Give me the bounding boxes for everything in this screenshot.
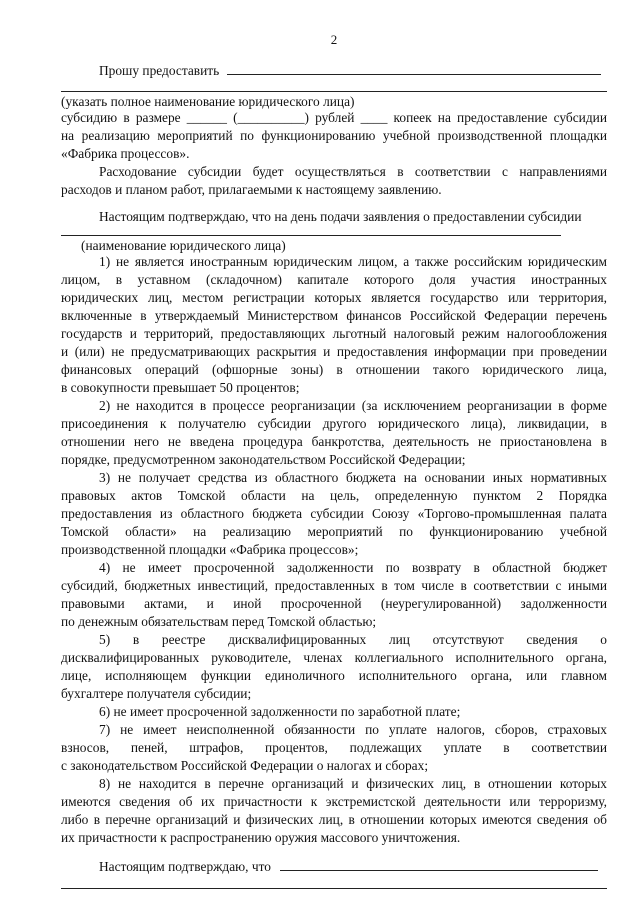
final-confirm-second-line[interactable]: [61, 888, 607, 889]
item-2-line: отношении него не введена процедура банкротства, деятельность не приостановлена в: [61, 434, 607, 449]
item-1-line: финансовых операций (офшорные зоны) в отношении такого юридического лица,: [61, 362, 607, 377]
item-4-line: субсидий, бюджетных инвестиций, предоставленных в том числе в соответствии с иными: [61, 578, 607, 593]
final-confirm-field[interactable]: [280, 870, 598, 871]
page-number: 2: [330, 32, 338, 47]
item-5-line: дисквалифицированных руководителе, членах коллегиального исполнительного органа,: [61, 650, 607, 665]
subsidy-amount-line-2: на реализацию мероприятий по функционированию учебной производственной площадки: [61, 128, 607, 143]
organization-name-line[interactable]: [61, 91, 607, 92]
expenditure-line-1: Расходование субсидии будет осуществляться в соответствии с направлениями: [99, 164, 607, 179]
confirm-intro: Настоящим подтверждаю, что на день подачи заявления о предоставлении субсидии: [99, 209, 582, 224]
request-prefix: Прошу предоставить: [99, 63, 220, 78]
item-1-line: и (или) не предусматривающих раскрытия и предоставления информации при проведении: [61, 344, 607, 359]
expenditure-line-2: расходов и планом работ, прилагаемыми к настоящему заявлению.: [61, 182, 442, 197]
item-1-line: в совокупности превышает 50 процентов;: [61, 380, 300, 395]
item-4-line: правовыми актами, и иной просроченной (неурегулированной) задолженности: [61, 596, 607, 611]
item-4-line: 4) не имеет просроченной задолженности по возврату в областной бюджет: [99, 560, 607, 575]
item-8-line: либо в перечне организаций и физических лиц, в отношении которых имеются сведения об: [61, 812, 607, 827]
item-7-line: 7) не имеет неисполненной обязанности по уплате налогов, сборов, страховых: [99, 722, 607, 737]
item-5-line: лице, исполняющем функции единоличного исполнительного органа, или главном: [61, 668, 607, 683]
organization-name-hint: (указать полное наименование юридического лица): [61, 94, 355, 109]
item-1-line: юридических лиц, местом регистрации которых является государство или территория,: [61, 290, 607, 305]
item-3-line: производственной площадки «Фабрика процессов»;: [61, 542, 359, 557]
item-8-line: 8) не находится в перечне организаций и физических лиц, в отношении которых: [99, 776, 607, 791]
item-2-line: порядке, предусмотренном законодательством Российской Федерации;: [61, 452, 466, 467]
item-3-line: правовых актов Томской области на цель, определенную пунктом 2 Порядка: [61, 488, 607, 503]
item-3-line: 3) не получает средства из областного бюджета на основании иных нормативных: [99, 470, 607, 485]
subsidy-amount-line-1: субсидию в размере ______ (__________) рублей ____ копеек на предоставление субсидии: [61, 110, 607, 125]
confirm-org-name-line[interactable]: [61, 235, 561, 236]
item-7-line: взносов, пеней, штрафов, процентов, подлежащих уплате в соответствии: [61, 740, 607, 755]
item-6-line: 6) не имеет просроченной задолженности по заработной плате;: [99, 704, 461, 719]
confirm-org-name-hint: (наименование юридического лица): [81, 238, 286, 253]
item-8-line: их причастности к распространению оружия массового уничтожения.: [61, 830, 461, 845]
item-2-line: присоединения к получателю субсидии другого юридического лица), ликвидации, в: [61, 416, 607, 431]
item-3-line: предоставления из областного бюджета субсидии Союзу «Торгово-промышленная палата: [61, 506, 607, 521]
item-1-line: включенные в утверждаемый Министерством финансов Российской Федерации перечень: [61, 308, 607, 323]
subsidy-amount-line-3: «Фабрика процессов».: [61, 146, 190, 161]
item-2-line: 2) не находится в процессе реорганизации (за исключением реорганизации в форме: [99, 398, 607, 413]
item-1-line: лицом, в уставном (складочном) капитале которого доля участия иностранных: [61, 272, 607, 287]
item-5-line: 5) в реестре дисквалифицированных лиц отсутствуют сведения о: [99, 632, 607, 647]
item-8-line: имеются сведения об их причастности к экстремистской деятельности или терроризму,: [61, 794, 607, 809]
final-confirm-prefix: Настоящим подтверждаю, что: [99, 859, 271, 874]
request-line: [61, 62, 607, 80]
organization-name-field[interactable]: [227, 74, 601, 75]
item-1-line: 1) не является иностранным юридическим лицом, а также российским юридическим: [99, 254, 607, 269]
item-3-line: Томской области» на реализацию мероприятий по функционированию учебной: [61, 524, 607, 539]
item-5-line: бухгалтере получателя субсидии;: [61, 686, 252, 701]
item-1-line: государств и территорий, предоставляющих льготный налоговый режим налогообложения: [61, 326, 607, 341]
item-4-line: по денежным обязательствам перед Томской областью;: [61, 614, 377, 629]
item-7-line: с законодательством Российской Федерации о налогах и сборах;: [61, 758, 429, 773]
final-confirm-line: [61, 858, 607, 876]
